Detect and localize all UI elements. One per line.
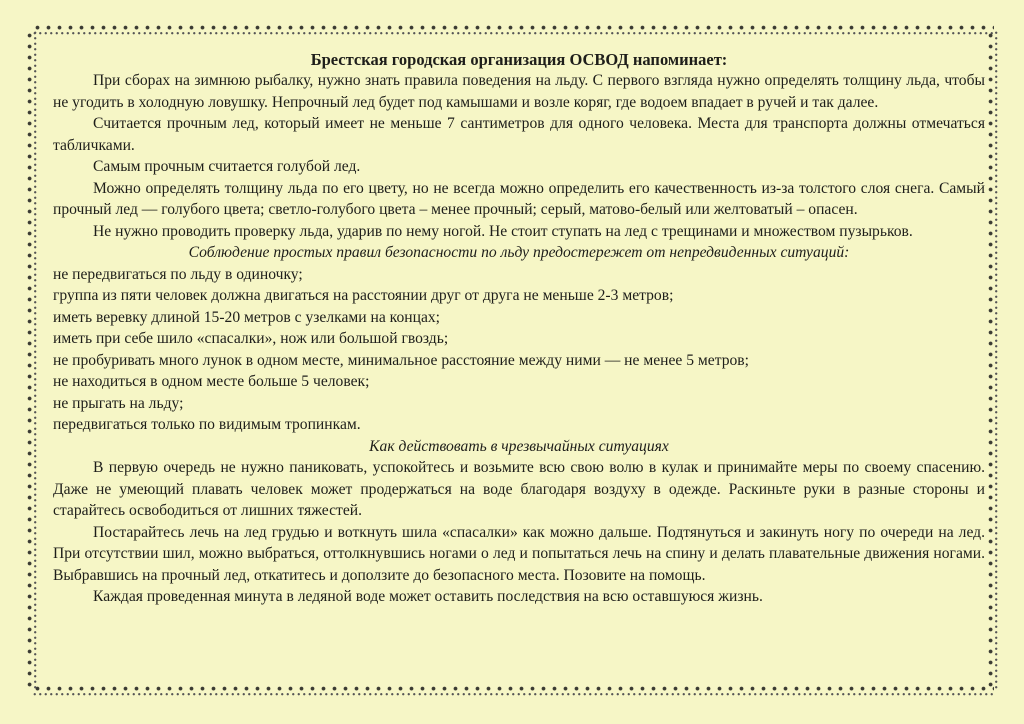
decorative-border-left	[24, 30, 38, 690]
rule-item: не находиться в одном месте больше 5 человек;	[53, 373, 370, 390]
emergency-paragraph: Постарайтесь лечь на лед грудью и воткнуть шила «спасалки» как можно дальше. Подтянуться и закинуть ногу по очереди на лед. При отсутствии шил, можно выбраться, оттолкнувшись ногами о лед и попытаться лечь на спину и делать плавательные движения ногами. Выбравшись на прочный лед, откатитесь и доползите до безопасного места. Позовите на помощь.	[53, 523, 985, 584]
emergency-paragraph: В первую очередь не нужно паниковать, успокойтесь и возьмите всю свою волю в кулак и принимайте меры по своему спасению. Даже не умеющий плавать человек может продержаться на воде благодаря воздуху в одежде. Раскиньте руки в разные стороны и старайтесь освободиться от лишних тяжестей.	[53, 459, 985, 519]
rule-item: иметь при себе шило «спасалки», нож или большой гвоздь;	[53, 330, 449, 347]
document-body	[53, 50, 985, 608]
document-title: Брестская городская организация ОСВОД напоминает:	[310, 50, 728, 69]
rule-item: не прыгать на льду;	[53, 394, 184, 412]
decorative-border-right	[985, 30, 999, 690]
intro-paragraph: Считается прочным лед, который имеет не меньше 7 сантиметров для одного человека. Места для транспорта должны отмечаться табличками.	[53, 115, 985, 154]
rule-item: передвигаться только по видимым тропинкам.	[53, 416, 361, 433]
decorative-border-bottom	[32, 683, 994, 697]
intro-paragraph: Самым прочным считается голубой лед.	[93, 158, 361, 175]
rule-item: не передвигаться по льду в одиночку;	[53, 265, 303, 283]
rule-item: не пробуривать много лунок в одном месте, минимальное расстояние между ними — не менее 5 метров;	[53, 351, 749, 369]
decorative-border-top	[32, 22, 994, 36]
emergency-heading: Как действовать в чрезвычайных ситуациях	[369, 437, 669, 455]
emergency-paragraph: Каждая проведенная минута в ледяной воде может оставить последствия на всю оставшуюся жизнь.	[93, 588, 763, 605]
intro-paragraph: Можно определять толщину льда по его цвету, но не всегда можно определить его качественность из-за толстого слоя снега. Самый прочный лед — голубого цвета; светло-голубого цвета – менее прочный; серый, матово-белый или желтоватый – опасен.	[53, 179, 985, 218]
rule-item: группа из пяти человек должна двигаться на расстоянии друг от друга не меньше 2-3 метров;	[53, 287, 674, 304]
rules-heading: Соблюдение простых правил безопасности по льду предостережет от непредвиденных ситуаций:	[188, 244, 850, 261]
rule-item: иметь веревку длиной 15-20 метров с узелками на концах;	[53, 308, 440, 326]
intro-paragraph: Не нужно проводить проверку льда, ударив по нему ногой. Не стоит ступать на лед с трещинами и множеством пузырьков.	[93, 222, 913, 240]
intro-paragraph: При сборах на зимнюю рыбалку, нужно знать правила поведения на льду. С первого взгляда нужно определять толщину льда, чтобы не угодить в холодную ловушку. Непрочный лед будет под камышами и возле коряг, где водоем впадает в ручей и так далее.	[53, 72, 985, 111]
